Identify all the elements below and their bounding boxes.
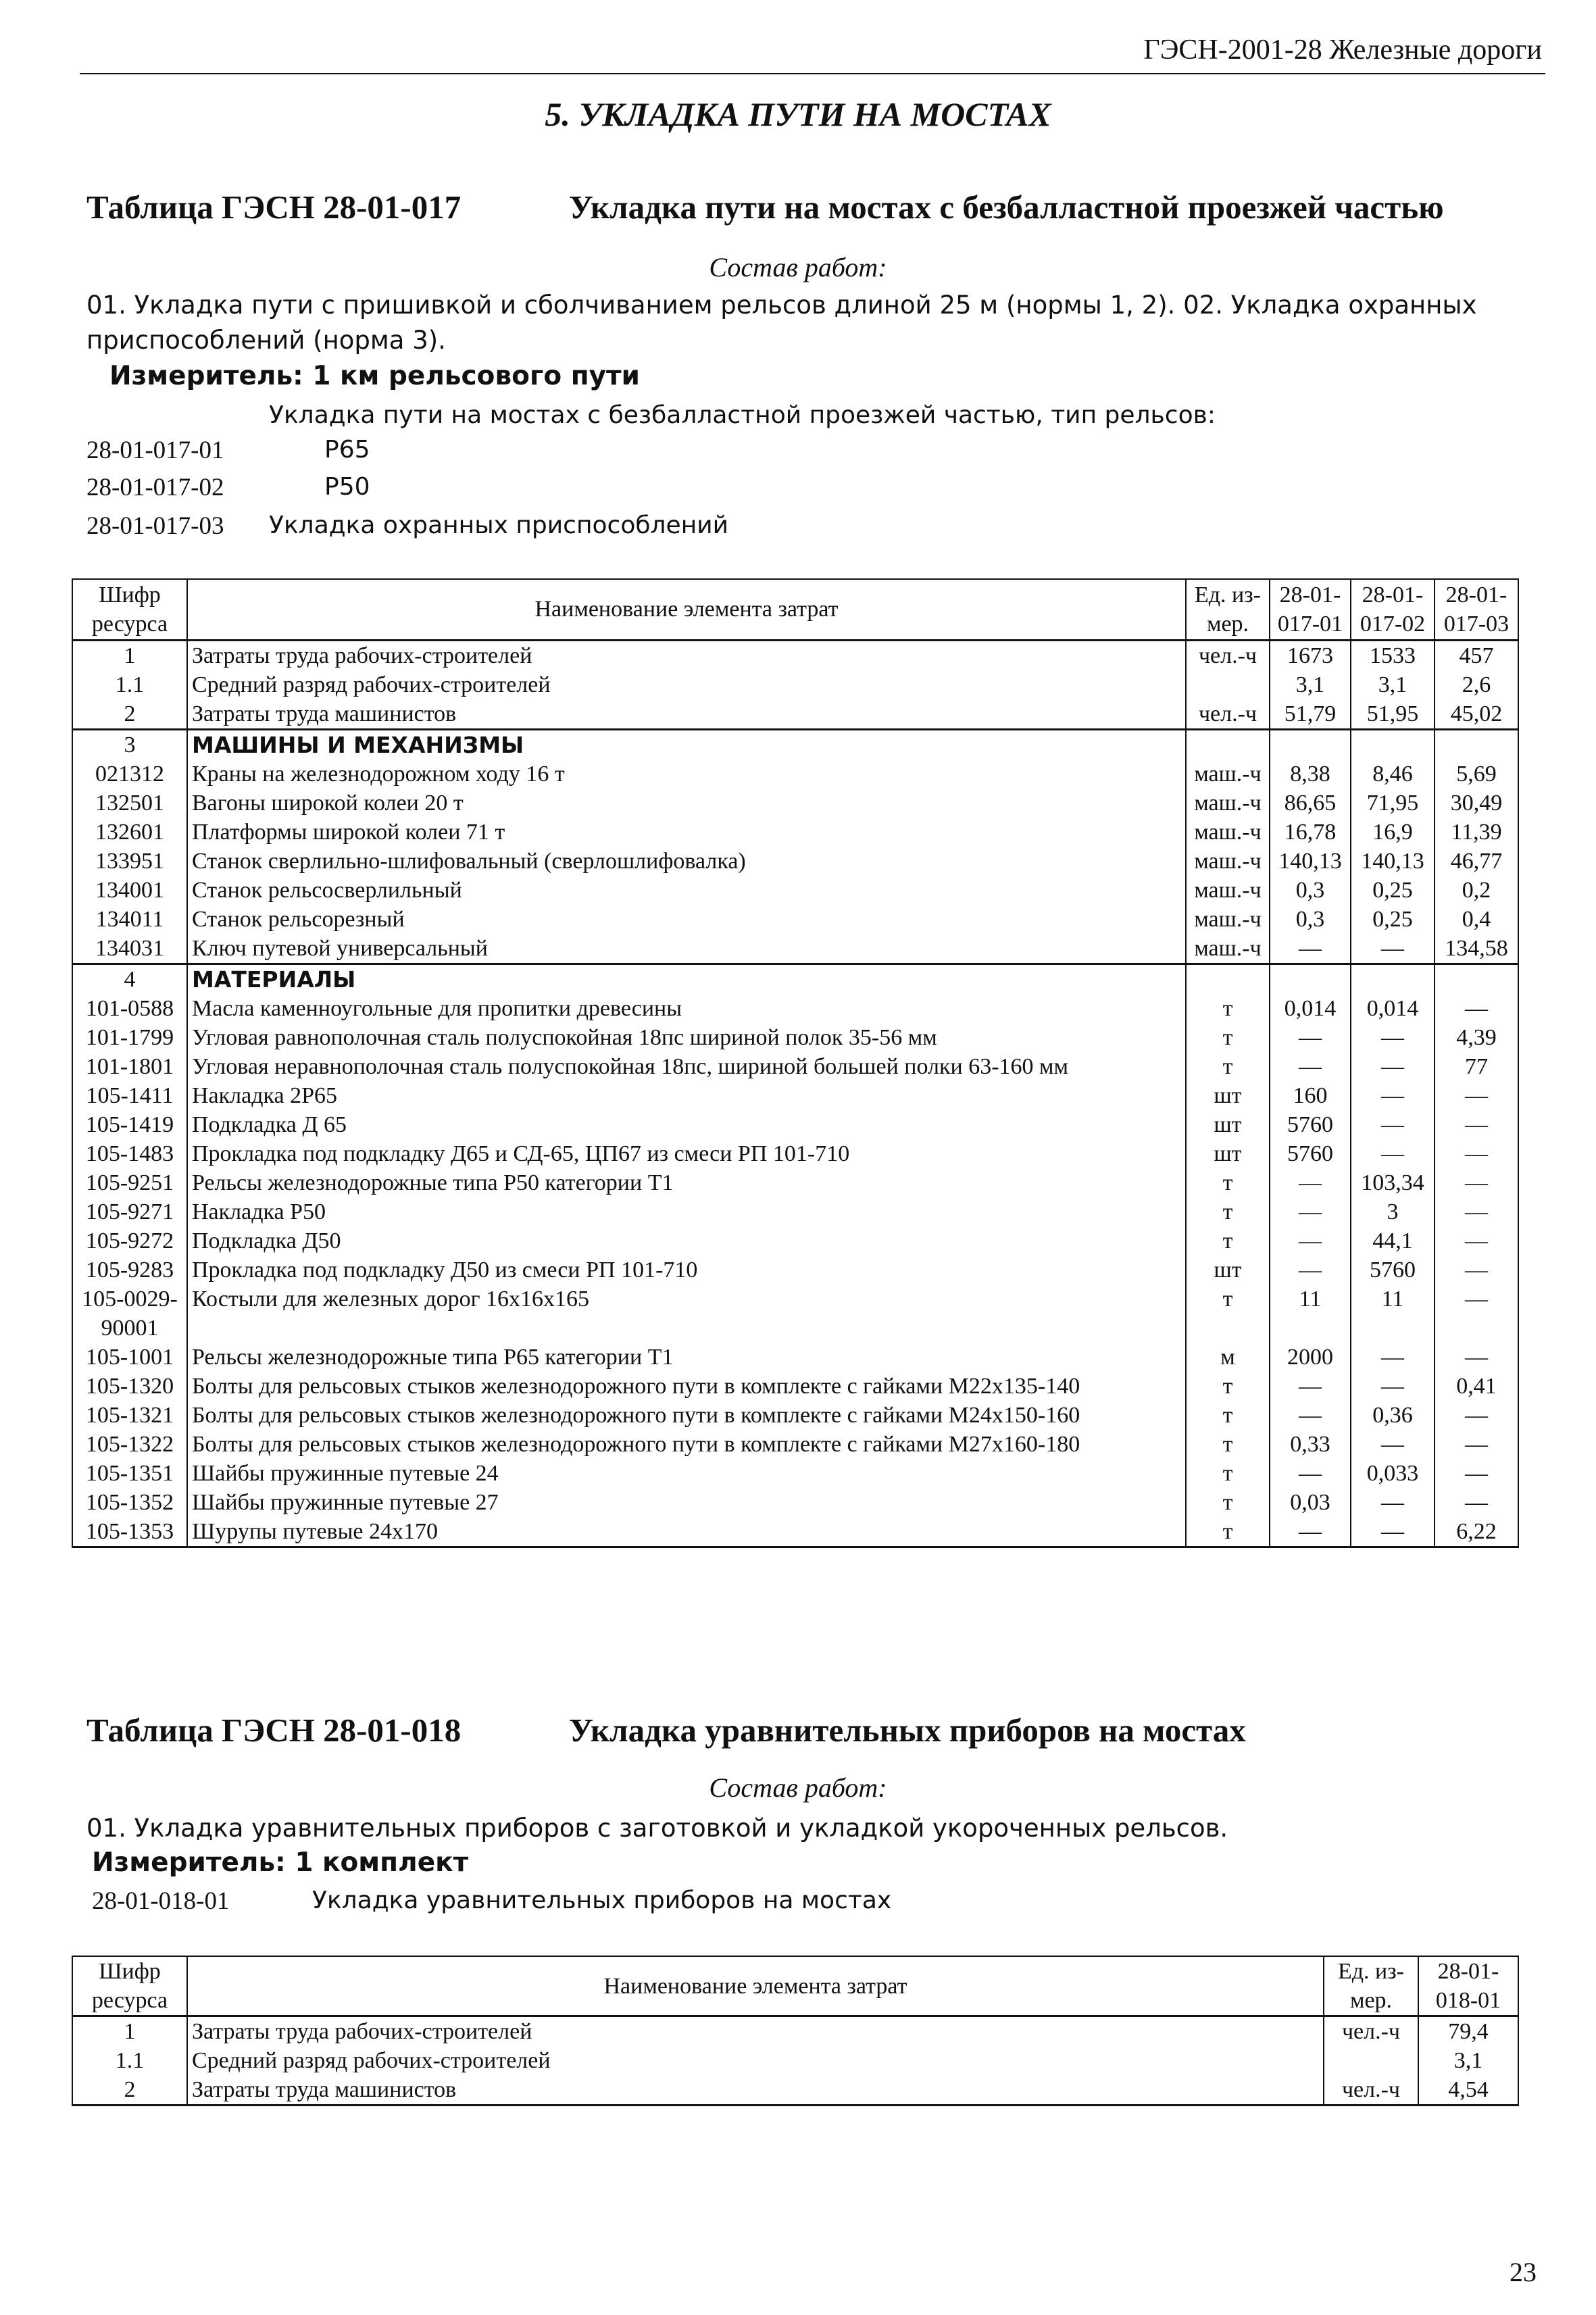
cell-value: 71,95 xyxy=(1351,789,1435,818)
cell-value: — xyxy=(1270,934,1351,964)
cell-value: 6,22 xyxy=(1435,1517,1518,1547)
norm-text: Укладка охранных приспособлений xyxy=(269,512,729,539)
table2-composition-label: Состав работ: xyxy=(709,1772,887,1803)
header-norm-2: 28-01-017-02 xyxy=(1351,579,1435,640)
cell-value: — xyxy=(1351,1343,1435,1372)
cell-name: Вагоны широкой колеи 20 т xyxy=(187,789,1186,818)
cell-name: Затраты труда машинистов xyxy=(187,699,1186,730)
cell-code: 105-1320 xyxy=(72,1372,187,1401)
cell-code: 134031 xyxy=(72,934,187,964)
cell-value: 11 xyxy=(1270,1285,1351,1343)
cell-value: 3,1 xyxy=(1418,2046,1518,2075)
header-name: Наименование элемента затрат xyxy=(187,579,1186,640)
cell-value: — xyxy=(1435,1168,1518,1197)
cell-unit: маш.-ч xyxy=(1186,847,1270,876)
table-row xyxy=(72,1488,1518,1517)
cell-value: — xyxy=(1351,934,1435,964)
cell-unit xyxy=(1186,670,1270,699)
cell-value: 0,36 xyxy=(1351,1401,1435,1430)
cell-value: — xyxy=(1270,1517,1351,1547)
running-header: ГЭСН-2001-28 Железные дороги xyxy=(1143,34,1542,66)
table-row xyxy=(72,2016,1518,2047)
cell-value: 0,03 xyxy=(1270,1488,1351,1517)
cell-unit: маш.-ч xyxy=(1186,934,1270,964)
cell-value: — xyxy=(1270,1372,1351,1401)
cell-code: 4 xyxy=(72,964,187,994)
cell-unit: маш.-ч xyxy=(1186,789,1270,818)
cell-unit: т xyxy=(1186,994,1270,1023)
cell-value: — xyxy=(1435,1139,1518,1168)
cell-value: 2,6 xyxy=(1435,670,1518,699)
norm-text: Р50 xyxy=(324,473,370,501)
cell-name: Болты для рельсовых стыков железнодорожного пути в комплекте с гайками М24х150-160 xyxy=(187,1401,1186,1430)
cell-name: МАТЕРИАЛЫ xyxy=(187,964,1186,994)
cell-unit: маш.-ч xyxy=(1186,876,1270,905)
cell-code: 105-0029-90001 xyxy=(72,1285,187,1343)
cell-unit: т xyxy=(1186,1285,1270,1343)
cell-value xyxy=(1270,964,1351,994)
cell-unit: чел.-ч xyxy=(1324,2075,1418,2106)
cell-value: — xyxy=(1270,1052,1351,1081)
cost-table-28-01-018 xyxy=(72,1956,1519,2106)
cell-name: Станок рельсосверлильный xyxy=(187,876,1186,905)
cell-code: 101-1801 xyxy=(72,1052,187,1081)
cell-value: — xyxy=(1270,1226,1351,1255)
cell-unit: т xyxy=(1186,1401,1270,1430)
table-row xyxy=(72,1517,1518,1547)
cell-value: — xyxy=(1435,1110,1518,1139)
table-row xyxy=(72,1285,1518,1343)
cell-value: 0,2 xyxy=(1435,876,1518,905)
cell-value: 0,25 xyxy=(1351,905,1435,934)
cell-name: Затраты труда машинистов xyxy=(187,2075,1324,2106)
header-unit: Ед. из-мер. xyxy=(1324,1956,1418,2016)
cell-value: 79,4 xyxy=(1418,2016,1518,2047)
cell-unit: маш.-ч xyxy=(1186,760,1270,789)
table-row xyxy=(72,1168,1518,1197)
cell-value: — xyxy=(1351,1517,1435,1547)
cell-value: — xyxy=(1270,1197,1351,1226)
cell-value: 0,41 xyxy=(1435,1372,1518,1401)
cell-name: Станок рельсорезный xyxy=(187,905,1186,934)
table-row xyxy=(72,1081,1518,1110)
table1-composition-text: 01. Укладка пути с пришивкой и сболчиванием рельсов длиной 25 м (нормы 1, 2). 02. Укладка охранных приспособлений (норма 3). xyxy=(86,291,1477,355)
cell-value: 5760 xyxy=(1270,1139,1351,1168)
cell-value: — xyxy=(1435,1488,1518,1517)
cell-name: Подкладка Д50 xyxy=(187,1226,1186,1255)
table-row xyxy=(72,905,1518,934)
cell-code: 105-1483 xyxy=(72,1139,187,1168)
header-name: Наименование элемента затрат xyxy=(187,1956,1324,2016)
table-row xyxy=(72,934,1518,964)
cell-name: Затраты труда рабочих-строителей xyxy=(187,2016,1324,2047)
cell-code: 105-9271 xyxy=(72,1197,187,1226)
cell-name: Шайбы пружинные путевые 24 xyxy=(187,1459,1186,1488)
cell-value: — xyxy=(1351,1430,1435,1459)
cell-value: 3,1 xyxy=(1270,670,1351,699)
cell-value: — xyxy=(1270,1023,1351,1052)
cell-code: 105-1321 xyxy=(72,1401,187,1430)
norm-code: 28-01-018-01 xyxy=(92,1887,230,1915)
cell-name: Угловая равнополочная сталь полуспокойная 18пс шириной полок 35-56 мм xyxy=(187,1023,1186,1052)
cell-code: 132601 xyxy=(72,818,187,847)
cell-value: — xyxy=(1435,1343,1518,1372)
cell-name: Костыли для железных дорог 16х16х165 xyxy=(187,1285,1186,1343)
header-norm-1: 28-01-017-01 xyxy=(1270,579,1351,640)
section-row xyxy=(72,964,1518,994)
table-row xyxy=(72,1401,1518,1430)
cell-code: 1.1 xyxy=(72,2046,187,2075)
table-row xyxy=(72,994,1518,1023)
cell-value: 1673 xyxy=(1270,640,1351,670)
norm-code: 28-01-017-02 xyxy=(86,474,224,501)
cell-unit: т xyxy=(1186,1197,1270,1226)
cell-code: 101-1799 xyxy=(72,1023,187,1052)
cell-name: Затраты труда рабочих-строителей xyxy=(187,640,1186,670)
cell-name: Накладка Р50 xyxy=(187,1197,1186,1226)
cell-value: 45,02 xyxy=(1435,699,1518,730)
cell-value: 8,38 xyxy=(1270,760,1351,789)
cell-value: 0,3 xyxy=(1270,876,1351,905)
cell-code: 105-1001 xyxy=(72,1343,187,1372)
cell-code: 1 xyxy=(72,2016,187,2047)
cell-code: 105-9272 xyxy=(72,1226,187,1255)
table-row xyxy=(72,847,1518,876)
cell-value: 0,33 xyxy=(1270,1430,1351,1459)
cell-code: 133951 xyxy=(72,847,187,876)
cell-unit xyxy=(1186,964,1270,994)
cell-name: Масла каменноугольные для пропитки древесины xyxy=(187,994,1186,1023)
cell-value: — xyxy=(1351,1110,1435,1139)
cell-value: 103,34 xyxy=(1351,1168,1435,1197)
cell-unit: шт xyxy=(1186,1081,1270,1110)
cell-unit: т xyxy=(1186,1459,1270,1488)
cell-unit: шт xyxy=(1186,1255,1270,1285)
cell-name: Болты для рельсовых стыков железнодорожного пути в комплекте с гайками М22х135-140 xyxy=(187,1372,1186,1401)
table-row xyxy=(72,1110,1518,1139)
header-norm-1: 28-01-018-01 xyxy=(1418,1956,1518,2016)
cell-unit: т xyxy=(1186,1168,1270,1197)
cell-value: — xyxy=(1435,1081,1518,1110)
cell-name: Шайбы пружинные путевые 27 xyxy=(187,1488,1186,1517)
cell-name: Ключ путевой универсальный xyxy=(187,934,1186,964)
table-row xyxy=(72,640,1518,670)
cell-code: 105-1352 xyxy=(72,1488,187,1517)
cell-value: 4,54 xyxy=(1418,2075,1518,2106)
cell-unit xyxy=(1186,729,1270,760)
cell-unit: т xyxy=(1186,1430,1270,1459)
cell-value: — xyxy=(1435,1226,1518,1255)
cell-unit: т xyxy=(1186,1023,1270,1052)
cell-code: 105-9283 xyxy=(72,1255,187,1285)
cell-name: Прокладка под подкладку Д65 и СД-65, ЦП67 из смеси РП 101-710 xyxy=(187,1139,1186,1168)
cell-code: 021312 xyxy=(72,760,187,789)
cell-unit: т xyxy=(1186,1372,1270,1401)
table-row xyxy=(72,699,1518,730)
table-row xyxy=(72,1226,1518,1255)
table1-composition-label: Состав работ: xyxy=(709,252,887,282)
cell-unit: чел.-ч xyxy=(1324,2016,1418,2047)
cell-value xyxy=(1435,729,1518,760)
table-row xyxy=(72,876,1518,905)
cell-unit: т xyxy=(1186,1488,1270,1517)
table-row xyxy=(72,1023,1518,1052)
cell-value: 0,25 xyxy=(1351,876,1435,905)
table-row xyxy=(72,2075,1518,2106)
table-row xyxy=(72,789,1518,818)
cell-name: Краны на железнодорожном ходу 16 т xyxy=(187,760,1186,789)
cell-unit: маш.-ч xyxy=(1186,818,1270,847)
cell-name: МАШИНЫ И МЕХАНИЗМЫ xyxy=(187,729,1186,760)
cell-value: — xyxy=(1270,1459,1351,1488)
cell-value: 16,78 xyxy=(1270,818,1351,847)
table1-measure: Измеритель: 1 км рельсового пути xyxy=(109,361,640,391)
cell-value xyxy=(1270,729,1351,760)
cell-value xyxy=(1435,964,1518,994)
table1-intro: Укладка пути на мостах с безбалластной проезжей частью, тип рельсов: xyxy=(269,401,1216,429)
cell-value: 11,39 xyxy=(1435,818,1518,847)
header-rule xyxy=(80,73,1545,74)
cell-code: 105-1351 xyxy=(72,1459,187,1488)
cell-code: 3 xyxy=(72,729,187,760)
cost-table-28-01-017 xyxy=(72,578,1519,1548)
table1-title: Укладка пути на мостах с безбалластной проезжей частью xyxy=(569,189,1444,226)
cell-value: 86,65 xyxy=(1270,789,1351,818)
cell-name: Накладка 2Р65 xyxy=(187,1081,1186,1110)
header-code: Шифр ресурса xyxy=(72,1956,187,2016)
cell-value: 46,77 xyxy=(1435,847,1518,876)
cell-unit: шт xyxy=(1186,1110,1270,1139)
cell-name: Платформы широкой колеи 71 т xyxy=(187,818,1186,847)
cell-value xyxy=(1351,964,1435,994)
cell-value: — xyxy=(1435,1401,1518,1430)
cell-value: 4,39 xyxy=(1435,1023,1518,1052)
cell-value xyxy=(1351,729,1435,760)
table-row xyxy=(72,1372,1518,1401)
cell-name: Шурупы путевые 24х170 xyxy=(187,1517,1186,1547)
header-unit: Ед. из-мер. xyxy=(1186,579,1270,640)
table-row xyxy=(72,670,1518,699)
cell-value: 77 xyxy=(1435,1052,1518,1081)
cell-value: 0,4 xyxy=(1435,905,1518,934)
cell-value: 140,13 xyxy=(1351,847,1435,876)
cell-value: — xyxy=(1270,1255,1351,1285)
cell-code: 1 xyxy=(72,640,187,670)
table-row xyxy=(72,2046,1518,2075)
cell-value: 0,014 xyxy=(1270,994,1351,1023)
cell-value: 5760 xyxy=(1270,1110,1351,1139)
cell-code: 132501 xyxy=(72,789,187,818)
cell-value: — xyxy=(1435,1430,1518,1459)
cell-value: — xyxy=(1351,1052,1435,1081)
cell-value: — xyxy=(1435,1285,1518,1343)
cell-value: — xyxy=(1351,1023,1435,1052)
cell-value: 3,1 xyxy=(1351,670,1435,699)
cell-value: 0,014 xyxy=(1351,994,1435,1023)
norm-code: 28-01-017-03 xyxy=(86,512,224,540)
cell-value: 5,69 xyxy=(1435,760,1518,789)
table-row xyxy=(72,1052,1518,1081)
cell-value: 3 xyxy=(1351,1197,1435,1226)
cell-code: 2 xyxy=(72,699,187,730)
cell-value: 457 xyxy=(1435,640,1518,670)
header-code: Шифр ресурса xyxy=(72,579,187,640)
cell-unit: чел.-ч xyxy=(1186,699,1270,730)
cell-value: 51,95 xyxy=(1351,699,1435,730)
table2-label: Таблица ГЭСН 28-01-018 xyxy=(86,1712,462,1749)
cell-code: 2 xyxy=(72,2075,187,2106)
cell-code: 101-0588 xyxy=(72,994,187,1023)
cell-name: Прокладка под подкладку Д50 из смеси РП 101-710 xyxy=(187,1255,1186,1285)
cell-value: — xyxy=(1270,1168,1351,1197)
cell-value: 5760 xyxy=(1351,1255,1435,1285)
cell-unit: м xyxy=(1186,1343,1270,1372)
section-row xyxy=(72,729,1518,760)
cell-code: 134001 xyxy=(72,876,187,905)
cell-value: — xyxy=(1351,1081,1435,1110)
section-title: 5. УКЛАДКА ПУТИ НА МОСТАХ xyxy=(545,95,1051,133)
table-row xyxy=(72,1343,1518,1372)
cell-value: 140,13 xyxy=(1270,847,1351,876)
table-row xyxy=(72,1197,1518,1226)
table2-measure: Измеритель: 1 комплект xyxy=(92,1847,469,1878)
cell-name: Станок сверлильно-шлифовальный (сверлошлифовалка) xyxy=(187,847,1186,876)
cell-value: 8,46 xyxy=(1351,760,1435,789)
norm-text: Р65 xyxy=(324,436,370,464)
cell-unit: т xyxy=(1186,1517,1270,1547)
table2-title: Укладка уравнительных приборов на мостах xyxy=(569,1712,1246,1749)
cell-value: 30,49 xyxy=(1435,789,1518,818)
cell-code: 1.1 xyxy=(72,670,187,699)
table-row xyxy=(72,1430,1518,1459)
cell-value: — xyxy=(1435,1255,1518,1285)
table2-composition-text: 01. Укладка уравнительных приборов с заготовкой и укладкой укороченных рельсов. xyxy=(86,1814,1228,1843)
cell-value: 1533 xyxy=(1351,640,1435,670)
cell-code: 134011 xyxy=(72,905,187,934)
cell-unit xyxy=(1324,2046,1418,2075)
cell-name: Средний разряд рабочих-строителей xyxy=(187,2046,1324,2075)
table-row xyxy=(72,1139,1518,1168)
cell-name: Подкладка Д 65 xyxy=(187,1110,1186,1139)
cell-value: — xyxy=(1435,1459,1518,1488)
cell-name: Рельсы железнодорожные типа Р50 категории Т1 xyxy=(187,1168,1186,1197)
cell-unit: шт xyxy=(1186,1139,1270,1168)
cell-code: 105-9251 xyxy=(72,1168,187,1197)
cell-value: — xyxy=(1351,1139,1435,1168)
cell-name: Болты для рельсовых стыков железнодорожного пути в комплекте с гайками М27х160-180 xyxy=(187,1430,1186,1459)
cell-code: 105-1419 xyxy=(72,1110,187,1139)
table-row xyxy=(72,760,1518,789)
cell-name: Угловая неравнополочная сталь полуспокойная 18пс, шириной большей полки 63-160 мм xyxy=(187,1052,1186,1081)
norm-code: 28-01-017-01 xyxy=(86,437,224,464)
cell-unit: маш.-ч xyxy=(1186,905,1270,934)
cell-value: 0,3 xyxy=(1270,905,1351,934)
header-norm-3: 28-01-017-03 xyxy=(1435,579,1518,640)
table-row xyxy=(72,1255,1518,1285)
cell-value: 160 xyxy=(1270,1081,1351,1110)
cell-value: 0,033 xyxy=(1351,1459,1435,1488)
cell-value: — xyxy=(1435,1197,1518,1226)
cell-value: 16,9 xyxy=(1351,818,1435,847)
cell-value: — xyxy=(1270,1401,1351,1430)
cell-unit: чел.-ч xyxy=(1186,640,1270,670)
table-row xyxy=(72,1459,1518,1488)
page-number: 23 xyxy=(1510,2257,1537,2287)
cell-value: — xyxy=(1435,994,1518,1023)
table-row xyxy=(72,818,1518,847)
cell-value: 11 xyxy=(1351,1285,1435,1343)
cell-value: 44,1 xyxy=(1351,1226,1435,1255)
cell-code: 105-1322 xyxy=(72,1430,187,1459)
cell-code: 105-1353 xyxy=(72,1517,187,1547)
cell-value: — xyxy=(1351,1372,1435,1401)
cell-name: Средний разряд рабочих-строителей xyxy=(187,670,1186,699)
cell-name: Рельсы железнодорожные типа Р65 категории Т1 xyxy=(187,1343,1186,1372)
cell-unit: т xyxy=(1186,1052,1270,1081)
cell-value: 2000 xyxy=(1270,1343,1351,1372)
cell-code: 105-1411 xyxy=(72,1081,187,1110)
cell-value: 51,79 xyxy=(1270,699,1351,730)
table1-label: Таблица ГЭСН 28-01-017 xyxy=(86,189,462,226)
norm-text: Укладка уравнительных приборов на мостах xyxy=(312,1887,892,1914)
cell-value: — xyxy=(1351,1488,1435,1517)
cell-value: 134,58 xyxy=(1435,934,1518,964)
cell-unit: т xyxy=(1186,1226,1270,1255)
